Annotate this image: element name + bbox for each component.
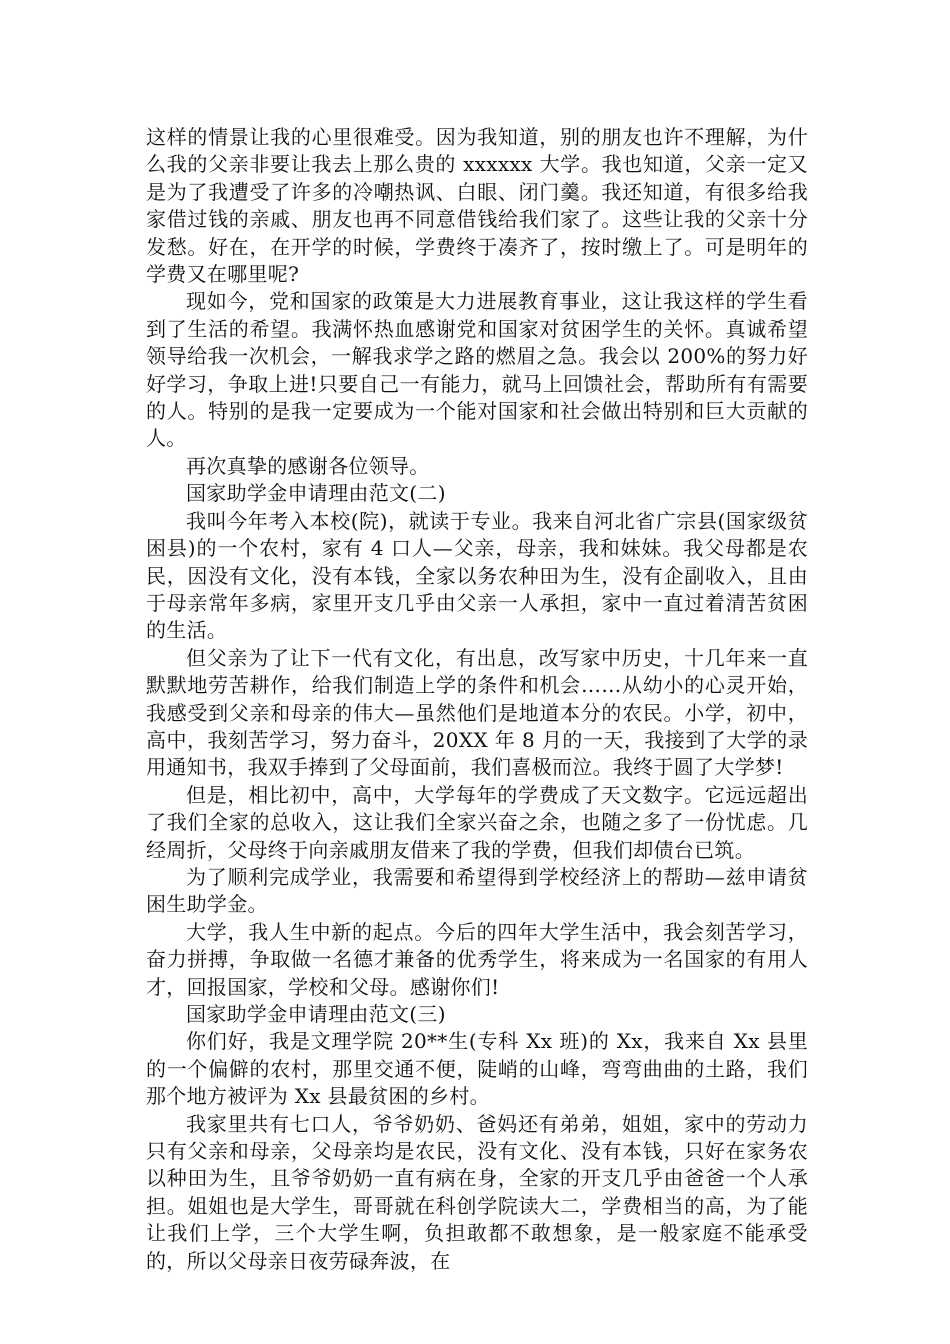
paragraph: 我家里共有七口人，爷爷奶奶、爸妈还有弟弟，姐姐，家中的劳动力只有父亲和母亲，父母亲均是农民，没有文化、没有本钱，只好在家务农以种田为生，且爷爷奶奶一直有病在身，全家的开支几乎由爸爸一个人承担。姐姐也是大学生，哥哥就在科创学院读大二，学费相当的高，为了能让我们上学，三个大学生啊，负担敢都不敢想象，是一般家庭不能承受的，所以父母亲日夜劳碌奔波，在 <box>146 1111 808 1273</box>
paragraph: 再次真挚的感谢各位领导。 <box>186 453 430 478</box>
paragraph: 我叫今年考入本校(院)，就读于专业。我来自河北省广宗县(国家级贫困县)的一个农村，家有 4 口人—父亲，母亲，我和妹妹。我父母都是农民，因没有文化，没有本钱，全家以务农种田为生，没有企副收入，且由于母亲常年多病，家里开支几乎由父亲一人承担，家中一直过着清苦贫困的生活。 <box>146 508 808 643</box>
section-heading: 国家助学金申请理由范文(三) <box>186 1002 446 1026</box>
paragraph: 但是，相比初中，高中，大学每年的学费成了天文数字。它远远超出了我们全家的总收入，这让我们全家兴奋之余，也随之多了一份忧虑。几经周折，父母终于向亲戚朋友借来了我的学费，但我们却债台已筑。 <box>146 782 808 862</box>
paragraph: 这样的情景让我的心里很难受。因为我知道，别的朋友也许不理解，为什么我的父亲非要让我去上那么贵的 xxxxxx 大学。我也知道，父亲一定又是为了我遭受了许多的冷嘲热讽、白眼、闭门羹。我还知道，有很多给我家借过钱的亲戚、朋友也再不同意借钱给我们家了。这些让我的父亲十分发愁。好在，在开学的时候，学费终于凑齐了，按时缴上了。可是明年的学费又在哪里呢? <box>146 125 808 287</box>
section-heading: 国家助学金申请理由范文(二) <box>186 481 446 506</box>
paragraph: 大学，我人生中新的起点。今后的四年大学生活中，我会刻苦学习，奋力拼搏，争取做一名德才兼备的优秀学生，将来成为一名国家的有用人才，回报国家，学校和父母。感谢你们! <box>146 919 808 999</box>
paragraph: 为了顺利完成学业，我需要和希望得到学校经济上的帮助—兹申请贫困生助学金。 <box>146 864 808 917</box>
paragraph: 现如今，党和国家的政策是大力进展教育事业，这让我这样的学生看到了生活的希望。我满怀热血感谢党和国家对贫困学生的关怀。真诚希望领导给我一次机会，一解我求学之路的燃眉之急。我会以 200%的努力好好学习，争取上进!只要自己一有能力，就马上回馈社会，帮助所有有需要的人。特别的是我一定要成为一个能对国家和社会做出特别和巨大贡献的人。 <box>146 289 808 451</box>
paragraph: 你们好，我是文理学院 20**生(专科 Xx 班)的 Xx，我来自 Xx 县里的一个偏僻的农村，那里交通不便，陡峭的山峰，弯弯曲曲的土路，我们那个地方被评为 Xx 县最贫困的乡村。 <box>146 1029 808 1109</box>
paragraph: 但父亲为了让下一代有文化，有出息，改写家中历史，十几年来一直默默地劳苦耕作，给我们制造上学的条件和机会……从幼小的心灵开始，我感受到父亲和母亲的伟大—虽然他们是地道本分的农民。小学，初中，高中，我刻苦学习，努力奋斗，20XX 年 8 月的一天，我接到了大学的录用通知书，我双手捧到了父母面前，我们喜极而泣。我终于圆了大学梦! <box>146 645 808 780</box>
document-body <box>146 124 808 1275</box>
